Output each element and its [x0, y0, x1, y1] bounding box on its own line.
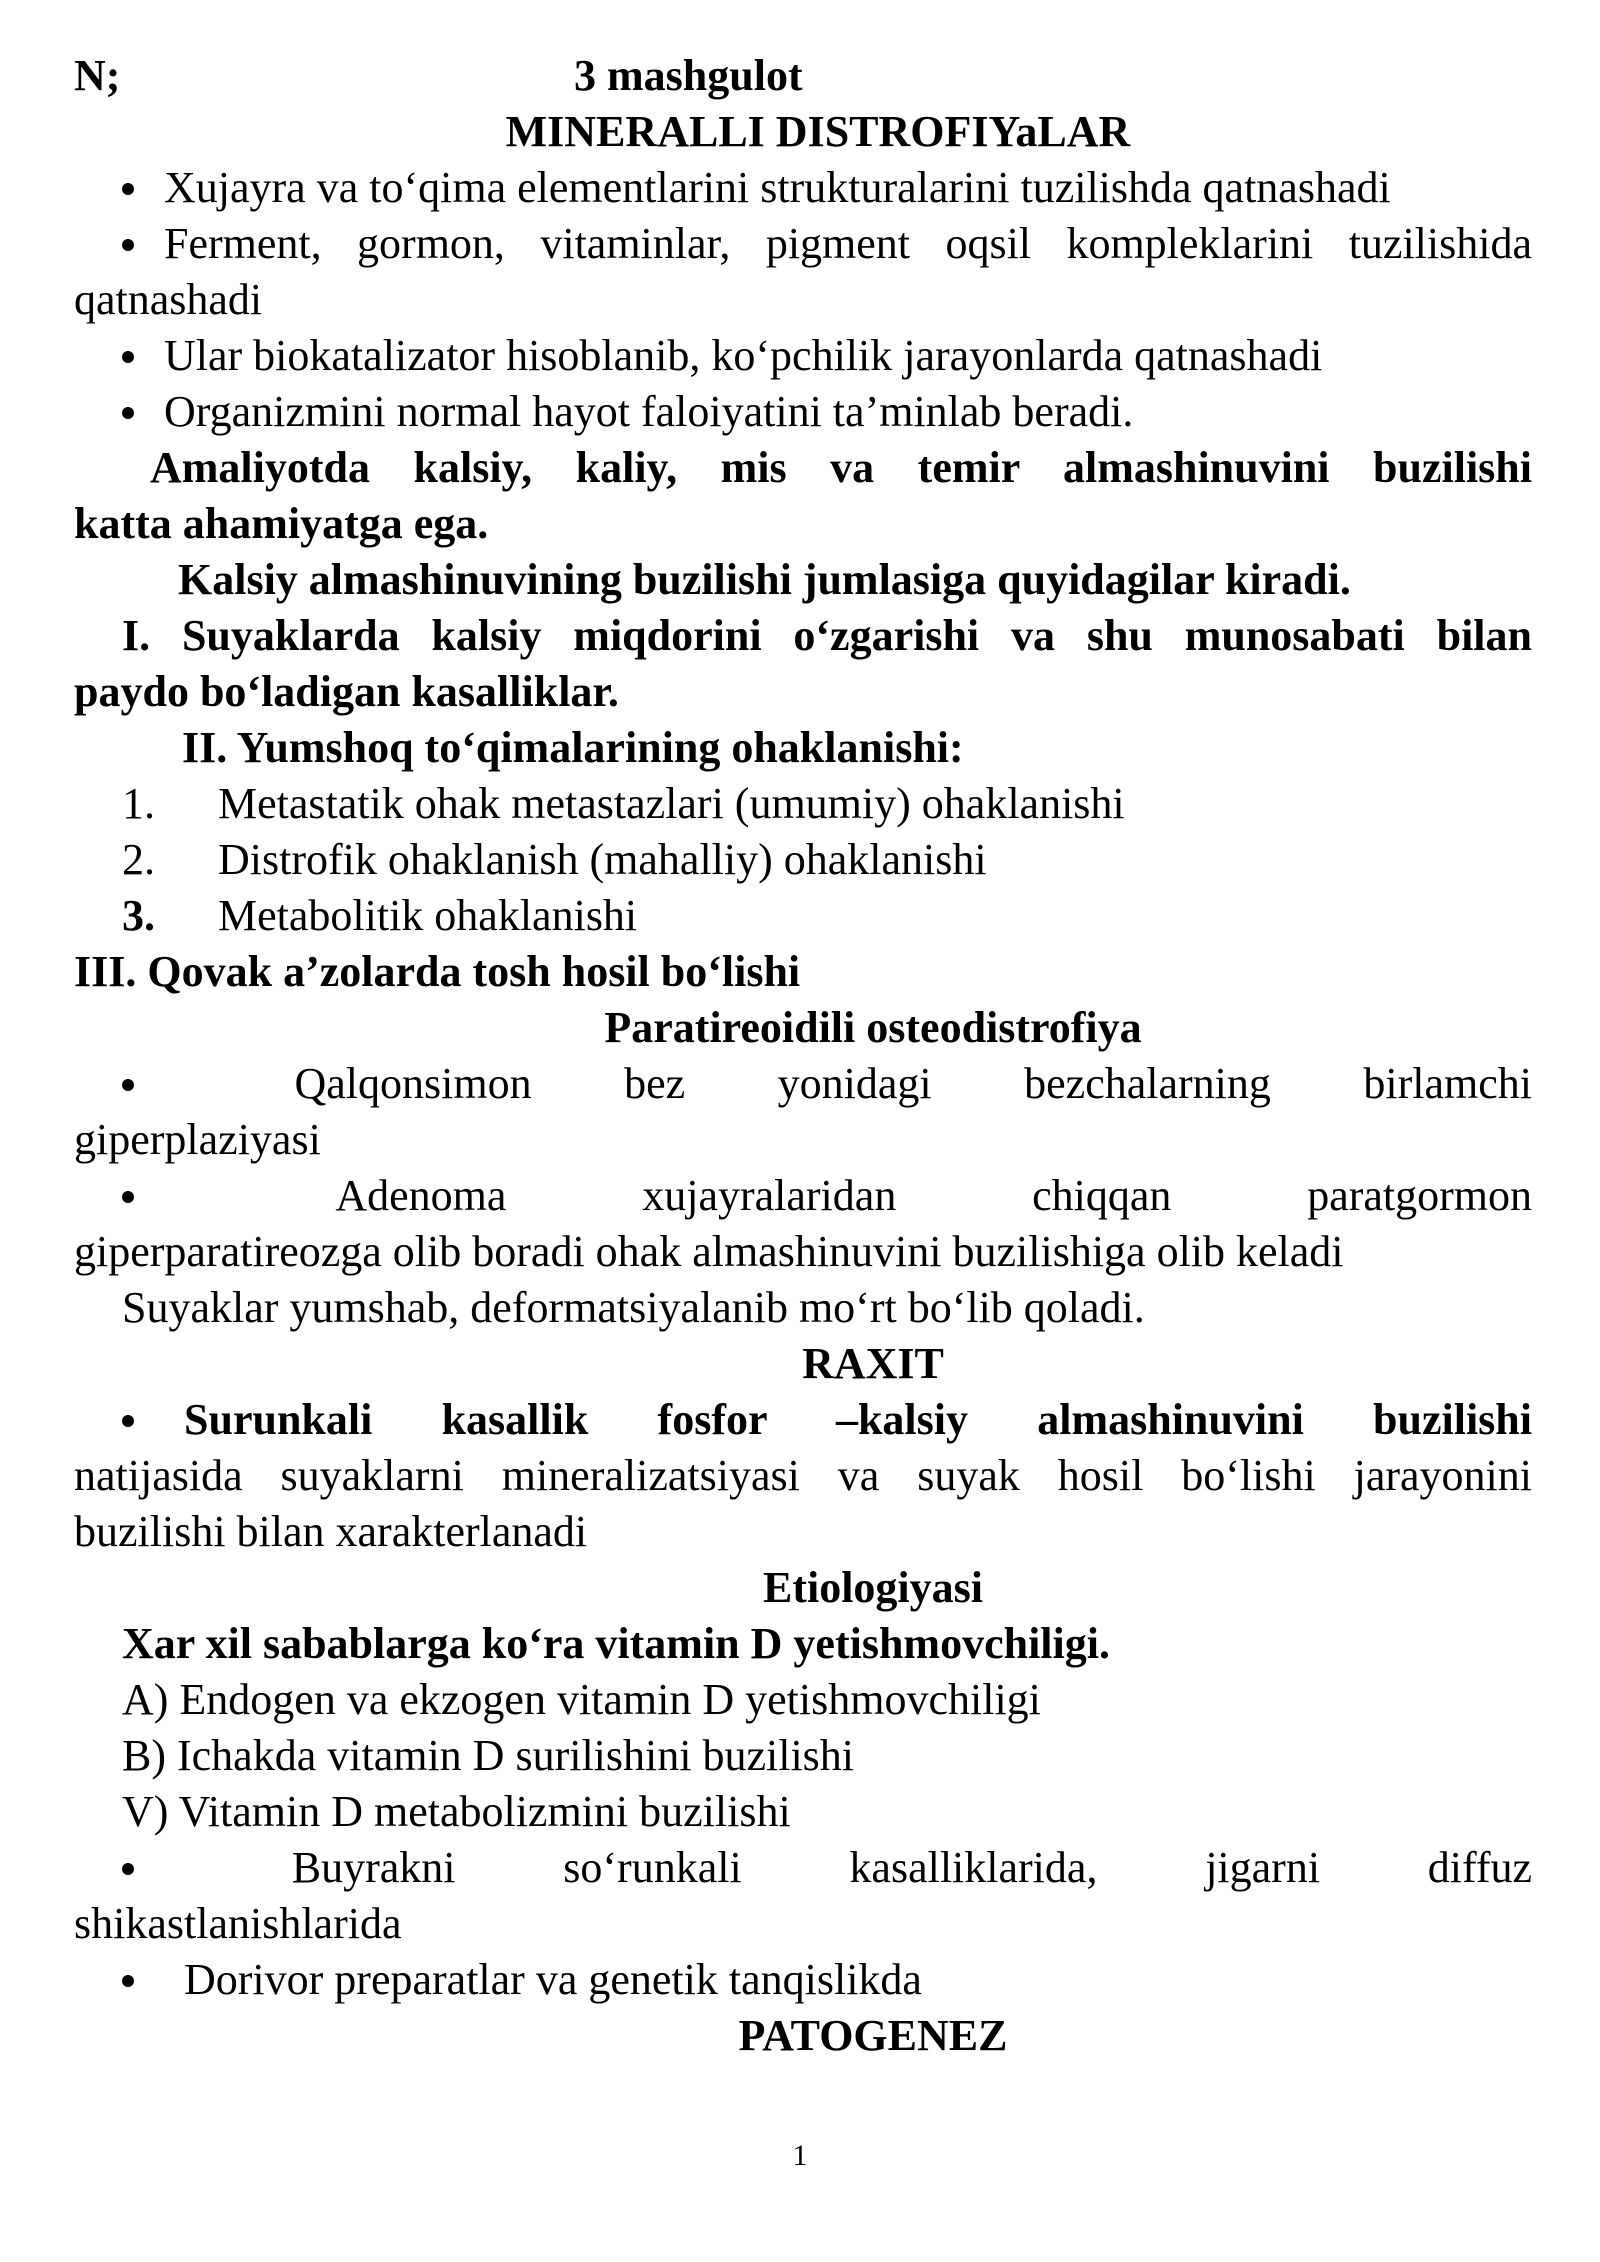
bullet-text: Ferment, gormon, vitaminlar, pigment oqsil kompleklarini tuzilishida	[164, 219, 1532, 268]
raxit-line-3: buzilishi bilan xarakterlanadi	[74, 1507, 588, 1556]
raxit-line-2: natijasida suyaklarni mineralizatsiyasi va suyak hosil bo‘lishi jarayonini	[74, 1451, 1532, 1500]
list-text: Distrofik ohaklanish (mahalliy) ohaklanishi	[218, 835, 987, 884]
list-item	[74, 776, 1532, 832]
paratireoid-after: Suyaklar yumshab, deformatsiyalanib mo‘rt bo‘lib qoladi.	[122, 1283, 1145, 1332]
section-1-line-1: I. Suyaklarda kalsiy miqdorini o‘zgarishi va shu munosabati bilan	[122, 611, 1532, 660]
list-number: 2.	[122, 835, 155, 884]
bullet-continuation: giperparatireozga olib boradi ohak almashinuvini buzilishiga olib keladi	[74, 1227, 1344, 1276]
bullet-icon	[122, 183, 134, 195]
bullet-continuation: shikastlanishlarida	[74, 1899, 402, 1948]
practice-line-1: Amaliyotda kalsiy, kaliy, mis va temir almashinuvini buzilishi	[150, 443, 1532, 492]
word: Adenoma	[335, 1171, 507, 1220]
bullet-text: Organizmini normal hayot faloiyatini ta’minlab beradi.	[164, 387, 1134, 436]
list-text: Metastatik ohak metastazlari (umumiy) ohaklanishi	[218, 779, 1125, 828]
list-item: A) Endogen va ekzogen vitamin D yetishmovchiligi	[122, 1675, 1041, 1724]
bullet-text: Ular biokatalizator hisoblanib, ko‘pchilik jarayonlarda qatnashadi	[164, 331, 1323, 380]
word: bez	[624, 1059, 686, 1108]
bullet-icon	[122, 351, 134, 363]
list-item	[74, 832, 1532, 888]
bullet-text: Surunkali kasallik fosfor –kalsiy almashinuvini buzilishi	[184, 1395, 1532, 1444]
section-3-heading: III. Qovak a’zolarda tosh hosil bo‘lishi	[74, 947, 801, 996]
paratireoid-heading: Paratireoidili osteodistrofiya	[604, 1003, 1142, 1052]
list-item	[74, 1952, 1532, 2008]
bullet-icon	[122, 1415, 134, 1427]
document-page	[74, 48, 1532, 2064]
list-item	[74, 888, 1532, 944]
list-item: V) Vitamin D metabolizmini buzilishi	[122, 1787, 791, 1836]
header-row	[74, 48, 1532, 104]
bullet-icon	[122, 239, 134, 251]
bullet-icon	[122, 1079, 134, 1091]
bullet-icon	[122, 1191, 134, 1203]
section-2-heading: II. Yumshoq to‘qimalarining ohaklanishi:	[182, 723, 964, 772]
header-left: N;	[74, 51, 121, 100]
list-item	[74, 160, 1532, 216]
word: diffuz	[1427, 1843, 1533, 1892]
word: jigarni	[1205, 1843, 1321, 1892]
word: bezchalarning	[1024, 1059, 1271, 1108]
bullet-icon	[122, 1863, 134, 1875]
list-item	[74, 216, 1532, 272]
section-1-line-2: paydo bo‘ladigan kasalliklar.	[74, 667, 619, 716]
list-item	[74, 1840, 1532, 1896]
list-item: B) Ichakda vitamin D surilishini buzilishi	[122, 1731, 855, 1780]
bullet-text: Xujayra va to‘qima elementlarini strukturalarini tuzilishda qatnashadi	[164, 163, 1391, 212]
list-item	[74, 1392, 1532, 1448]
patogenez-heading: PATOGENEZ	[738, 2011, 1008, 2060]
word: so‘runkali	[563, 1843, 742, 1892]
list-item	[74, 1168, 1532, 1224]
word: chiqqan	[1032, 1171, 1172, 1220]
page-number: 1	[792, 2139, 808, 2172]
word: xujayralaridan	[642, 1171, 897, 1220]
calcium-heading: Kalsiy almashinuvining buzilishi jumlasiga quyidagilar kiradi.	[178, 555, 1351, 604]
bullet-icon	[122, 1975, 134, 1987]
list-item	[74, 384, 1532, 440]
bullet-continuation: giperplaziyasi	[74, 1115, 321, 1164]
word: birlamchi	[1363, 1059, 1533, 1108]
word: kasalliklarida,	[849, 1843, 1098, 1892]
list-number: 1.	[122, 779, 155, 828]
etiology-subheading: Xar xil sabablarga ko‘ra vitamin D yetishmovchiligi.	[122, 1619, 1110, 1668]
word: paratgormon	[1307, 1171, 1533, 1220]
header-title: 3 mashgulot	[574, 51, 803, 100]
bullet-continuation: qatnashadi	[74, 275, 263, 324]
word: yonidagi	[777, 1059, 932, 1108]
raxit-heading: RAXIT	[802, 1339, 944, 1388]
word: Buyrakni	[291, 1843, 456, 1892]
list-number: 3.	[122, 891, 155, 940]
list-item	[74, 1056, 1532, 1112]
etiology-heading: Etiologiyasi	[762, 1563, 984, 1612]
list-item	[74, 328, 1532, 384]
practice-line-2: katta ahamiyatga ega.	[74, 499, 489, 548]
word: Qalqonsimon	[294, 1059, 532, 1108]
bullet-icon	[122, 407, 134, 419]
main-title: MINERALLI DISTROFIYaLAR	[505, 107, 1131, 156]
bullet-text: Dorivor preparatlar va genetik tanqislikda	[184, 1955, 922, 2004]
list-text: Metabolitik ohaklanishi	[218, 891, 638, 940]
